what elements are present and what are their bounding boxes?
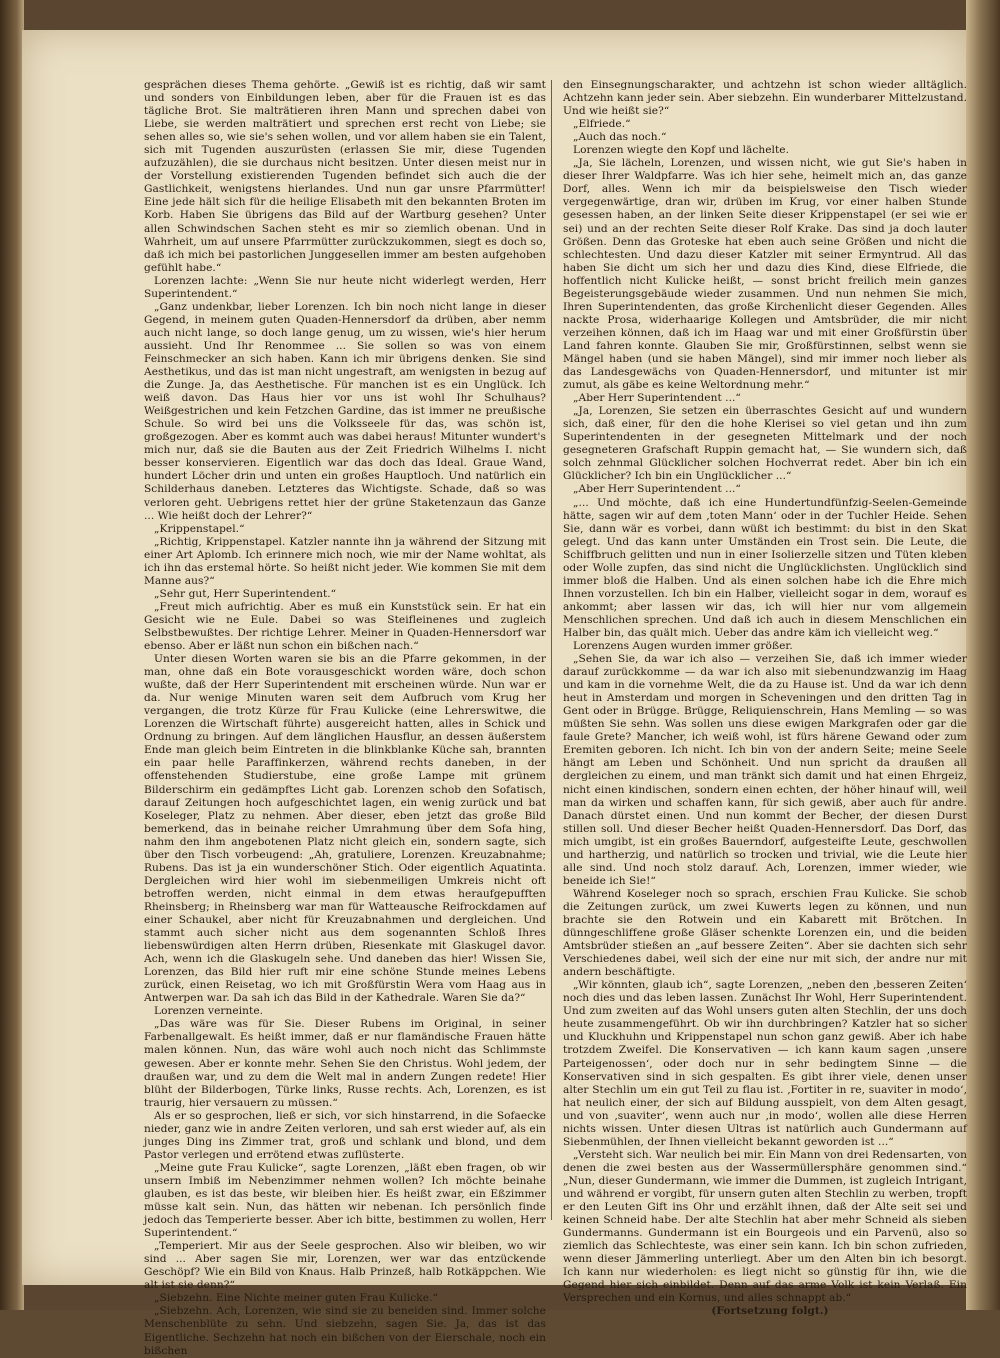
paragraph: „Ja, Sie lächeln, Lorenzen, und wissen nicht, wie gut Sie's haben in dieser Ihrer Waldpfarre. Was ich hier sehe, heimelt mich an, das ganze Dorf, alles. Wenn ich mir da beispielsweise den Tisch wieder vergegenwärtige, dran wir, drüben im Krug, vor einer halben Stunde gesessen haben, an der linken Seite dieser Krippenstapel (er sei wie er sei) und an der rechten Seite dieser Rolf Krake. Das sind ja doch lauter Größen. Denn das Groteske hat eben auch seine Größen und nicht die schlechtesten. Und dazu dieser Katzler mit seiner Ermyntrud. All das haben Sie dicht um sich her und dazu dies Kind, diese Elfriede, die hoffentlich nicht Kulicke heißt, — sonst bricht freilich mein ganzes Begeisterungsgebäude wieder zusammen. Und nun nehmen Sie mich, Ihren Superintendenten, das große Kirchenlicht dieser Gegenden. Alles nackte Prosa, widerhaarige Kollegen und Amtsbrüder, die mir nicht verzeihen können, daß ich im Haag war und mit einer Großfürstin über Land fahren konnte. Glauben Sie mir, Großfürstinnen, selbst wenn sie Mängel haben (und sie haben Mängel), sind mir immer noch lieber als das Landesgewächs von Quaden-Hennersdorf, und mitunter ist mir zumut, als gäbe es keine Weltordnung mehr.“ xyxy=(563,157,967,392)
paragraph: Lorenzen verneinte. xyxy=(154,1005,264,1018)
paragraph: „... Und möchte, daß ich eine Hundertundfünfzig-Seelen-Gemeinde hätte, sagen wir auf dem ‚toten Mann‘ oder in der Tuchler Heide. Sehen Sie, dann wär es vorbei, dann wüßt ich bestimmt: du bist in den Skat gelegt. Und das kann unter Umständen ein Trost sein. Die Leute, die Schiffbruch gelitten und nun in einer Isolierzelle sitzen und Tüten kleben oder Wolle zupfen, das sind nicht die Unglücklichsten. Unglücklich sind immer bloß die Halben. Und als einen solchen habe ich die Ehre mich Ihnen vorzustellen. Ich bin ein Halber, vielleicht sogar in dem, worauf es ankommt; aber lassen wir das, ich will hier nur vom allgemein Menschlichen sprechen. Und daß ich auch in diesem Menschlichen ein Halber bin, das quält mich. Ueber das andre käm ich vielleicht weg.“ xyxy=(563,496,967,639)
paragraph: „Richtig, Krippenstapel. Katzler nannte ihn ja während der Sitzung mit einer Art Aplomb. Ich erinnere mich noch, wie mir der Name wohltat, als ich ihn das erstemal hörte. So heißt nicht jeder. Wie kommen Sie mit dem Manne aus?“ xyxy=(144,535,546,587)
paragraph: „Ganz undenkbar, lieber Lorenzen. Ich bin noch nicht lange in dieser Gegend, in meinem guten Quaden-Hennersdorf da drüben, aber nemm auch nicht lange, so doch lange genug, um zu wissen, wie's hier herum aussieht. Und Ihr Renommee ... Sie sollen so was von einem Feinschmecker an sich haben. Kann ich mir übrigens denken. Sie sind Aesthetikus, und das ist man nicht ungestraft, am wenigsten in bezug auf die Zunge. Ja, das Aesthetische. Für manchen ist es ein Unglück. Ich weiß davon. Das Haus hier vor uns ist wohl Ihr Schulhaus? Weißgestrichen und kein Fetzchen Gardine, das ist immer ne preußische Schule. So wird bei uns die Volksseele für das, was schön ist, großgezogen. Aber es kommt auch was dabei heraus! Mitunter wundert's mich nur, daß sie die Bauten aus der Zeit Friedrich Wilhelms I. nicht besser konservieren. Eigentlich war das doch das Ideal. Graue Wand, hundert Löcher drin und unten ein großes Hauptloch. Und natürlich ein Schilderhaus daneben. Letzteres das Wichtigste. Schade, daß so was verloren geht. Uebrigens rettet hier der grüne Staketenzaun das Ganze ... Wie heißt doch der Lehrer?“ xyxy=(144,300,546,522)
paragraph: Während Koseleger noch so sprach, erschien Frau Kulicke. Sie schob die Zeitungen zurück, um zwei Kuwerts legen zu können, und nun brachte sie den Rotwein und ein Kabarett mit Brötchen. In dünngeschliffene große Gläser schenkte Lorenzen ein, und die beiden Amtsbrüder stießen an „auf bessere Zeiten“. Aber sie dachten sich sehr Verschiedenes dabei, weil sich der eine nur mit sich, der andre nur mit andern beschäftigte. xyxy=(563,887,967,979)
paragraph: den Einsegnungscharakter, und achtzehn ist schon wieder alltäglich. Achtzehn kann jeder sein. Aber siebzehn. Ein wunderbarer Mittelzustand. Und wie heißt sie?“ xyxy=(563,79,967,118)
column-divider xyxy=(551,80,552,1220)
paragraph: „Aber Herr Superintendent ...“ xyxy=(573,392,741,405)
paragraph: Lorenzen lachte: „Wenn Sie nur heute nicht widerlegt werden, Herr Superintendent.“ xyxy=(144,274,546,300)
page-edge xyxy=(966,0,1000,1310)
paragraph: „Temperiert. Mir aus der Seele gesprochen. Also wir bleiben, wo wir sind ... Aber sagen Sie mir, Lorenzen, wer war das entzückende Geschöpf? Wie ein Bild von Knaus. Halb Prinzeß, halb Rotkäppchen. Wie alt ist sie denn?“ xyxy=(144,1240,546,1292)
book-spine xyxy=(0,0,24,1310)
paragraph: „Sehr gut, Herr Superintendent.“ xyxy=(154,587,337,600)
paragraph: „Meine gute Frau Kulicke“, sagte Lorenzen, „läßt eben fragen, ob wir unsern Imbiß im Nebenzimmer nehmen wollen? Ich möchte beinahe glauben, es ist das beste, wir bleiben hier. Es heißt zwar, ein Eßzimmer müsse kalt sein. Nun, das hätten wir nebenan. Ich persönlich finde jedoch das Temperierte besser. Aber ich bitte, bestimmen zu wollen, Herr Superintendent.“ xyxy=(144,1161,546,1240)
paragraph: „Das wäre was für Sie. Dieser Rubens im Original, in seiner Farbenallgewalt. Es heißt immer, daß er nur flamändische Frauen hätte malen können. Nun, das wäre wohl auch noch nicht das Schlimmste gewesen. Aber er konnte mehr. Sehen Sie den Christus. Wohl jedem, der draußen war, und zu dem die Welt mal in andern Zungen redete! Hier blüht der Bilderbogen, Türke links, Russe rechts. Ach, Lorenzen, es ist traurig, hier versauern zu müssen.“ xyxy=(144,1018,546,1109)
paragraph: Unter diesen Worten waren sie bis an die Pfarre gekommen, in der man, ohne daß ein Bote vorausgeschickt worden wäre, doch schon wußte, daß der Herr Superintendent mit erscheinen würde. Nun war er da. Nur wenige Minuten waren seit dem Aufbruch vom Krug her vergangen, die trotz Kürze für Frau Kulicke (eine Lehrerswitwe, die Lorenzen die Wirtschaft führte) ausgereicht hatten, alles in Schick und Ordnung zu bringen. Auf dem länglichen Hausflur, an dessen äußerstem Ende man gleich beim Eintreten in die blinkblanke Küche sah, brannten ein paar helle Paraffinkerzen, während rechts daneben, in der offenstehenden Studierstube, eine große Lampe mit grünem Bilderschirm ein gedämpftes Licht gab. Lorenzen schob den Sofatisch, darauf Zeitungen hoch aufgeschichtet lagen, ein wenig zurück und bat Koseleger, Platz zu nehmen. Aber dieser, eben jetzt das große Bild bemerkend, das in beinahe reicher Umrahmung über dem Sofa hing, nahm den ihm angebotenen Platz nicht gleich ein, sondern sagte, sich über den Tisch vorbeugend: „Ah, gratuliere, Lorenzen. Kreuzabnahme; Rubens. Das ist ja ein wunderschöner Stich. Oder eigentlich Aquatinta. Dergleichen wird hier wohl im siebenmeiligen Umkreis nicht oft betroffen werden, nicht einmal in dem etwas heraufgepufften Rheinsberg; in Rheinsberg war man für Watteausche Reifrockdamen auf einer Schaukel, aber nicht für Kreuzabnahmen und dergleichen. Und stammt auch sicher nicht aus dem sogenannten Schloß Ihres liebenswürdigen alten Herrn drüben, Riesenkate mit Glaskugel davor. Ach, wenn ich die Glaskugeln sehe. Und daneben das hier! Wissen Sie, Lorenzen, das Bild hier ruft mir eine schöne Stunde meines Lebens zurück, einen Reisetag, wo ich mit Großfürstin Wera vom Haag aus in Antwerpen war. Da sah ich das Bild in der Kathedrale. Waren Sie da?“ xyxy=(144,653,546,1005)
paragraph: Lorenzen wiegte den Kopf und lächelte. xyxy=(573,144,790,157)
left-column xyxy=(144,79,546,1357)
paragraph: „Auch das noch.“ xyxy=(573,131,667,144)
paragraph: „Elfriede.“ xyxy=(573,118,631,131)
paragraph: gesprächen dieses Thema gehörte. „Gewiß ist es richtig, daß wir samt und sonders von Einbildungen leben, aber für die Frauen ist es das tägliche Brot. Sie malträtieren ihren Mann und sprechen dabei von Liebe, sie werden malträtiert und sprechen erst recht von Liebe; sie sehen alles so, wie sie's sehen wollen, und vor allem haben sie ein Talent, sich mit Tugenden auszurüsten (erlassen Sie mir, diese Tugenden aufzuzählen), die sie durchaus nicht besitzen. Unter diesen meist nur in der Vorstellung existierenden Tugenden befindet sich auch die der Gastlichkeit, wenigstens hierlandes. Und nun gar unsre Pfarrmütter! Eine jede hält sich für die heilige Elisabeth mit den bekannten Broten im Korb. Haben Sie übrigens das Bild auf der Wartburg gesehen? Unter allen Schwindschen Sachen steht es mir so ziemlich obenan. Und in Wahrheit, um auf unsere Pfarrmütter zurückzukommen, siegt es doch so, daß ich mich bei pastorlichen Junggesellen immer am besten aufgehoben gefühlt habe.“ xyxy=(144,79,546,274)
paragraph: „Freut mich aufrichtig. Aber es muß ein Kunststück sein. Er hat ein Gesicht wie ne Eule. Dabei so was Steifleinenes und zugleich Selbstbewußtes. Der richtige Lehrer. Meiner in Quaden-Hennersdorf war ebenso. Aber er läßt nun schon ein bißchen nach.“ xyxy=(144,600,546,653)
paragraph: „Aber Herr Superintendent ...“ xyxy=(573,483,741,496)
paragraph: „Versteht sich. War neulich bei mir. Ein Mann von drei Redensarten, von denen die zwei besten aus der Wassermüllersphäre genommen sind.“ „Nun, dieser Gundermann, wie immer die Dummen, ist zugleich Intrigant, und während er vorgibt, für unsern guten alten Stechlin zu werben, tropft er den Leuten Gift ins Ohr und erzählt ihnen, daß der Alte seit sei und keinen Schneid habe. Der alte Stechlin hat aber mehr Schneid als sieben Gundermanns. Gundermann ist ein Bourgeois und ein Parvenü, also so ziemlich das Schlechteste, was einer sein kann. Ich bin schon zufrieden, wenn dieser Jämmerling unterliegt. Aber um den Alten bin ich besorgt. Ich kann nur wiederholen: es liegt nicht so günstig für ihn, wie die Gegend hier sich einbildet. Denn auf das arme Volk ist kein Verlaß. Ein Versprechen und ein Kornus, und alles schnappt ab.“ xyxy=(563,1148,967,1305)
right-column xyxy=(563,79,967,1318)
paragraph: „Wir könnten, glaub ich“, sagte Lorenzen, „neben den ‚besseren Zeiten‘ noch dies und das leben lassen. Zunächst Ihr Wohl, Herr Superintendent. Und zum zweiten auf das Wohl unsers guten alten Stechlin, der uns doch heute zusammengeführt. Ob wir ihn durchbringen? Katzler hat so sicher und Kluckhuhn und Krippenstapel nun schon ganz gewiß. Aber ich habe trotzdem Zweifel. Die Konservativen — ich kann kaum sagen ‚unsere Parteigenossen‘, oder doch nur in sehr bedingtem Sinne — die Konservativen sind in sich gespalten. Es gibt ihrer viele, denen unser alter Stechlin um ein gut Teil zu flau ist. ‚Fortiter in re, suaviter in modo‘, hat neulich einer, der sich auf Bildung ausspielt, von dem Alten gesagt, und von ‚suaviter‘, wenn auch nur ‚in modo‘, wollen alle diese Herren nichts wissen. Unter diesen Ultras ist natürlich auch Gundermann auf Siebenmühlen, der Ihnen vielleicht bekannt geworden ist ...“ xyxy=(563,979,967,1148)
paragraph: „Sehen Sie, da war ich also — verzeihen Sie, daß ich immer wieder darauf zurückkomme — da war ich also mit siebenundzwanzig im Haag und kam in die vornehme Welt, die da zu Hause ist. Und da war ich denn heut in Amsterdam und morgen in Scheveningen und den dritten Tag in Gent oder in Brügge. Brügge, Reliquienschrein, Hans Memling — so was müßten Sie sehn. Was sollen uns diese ewigen Markgrafen oder gar die faule Grete? Mancher, ich weiß wohl, ist fürs härene Gewand oder zum Eremiten geboren. Ich nicht. Ich bin von der andern Seite; meine Seele hängt am Leben und Schönheit. Und nun spricht da draußen all dergleichen zu einem, und man tränkt sich damit und hat einen Ehrgeiz, nicht einen kindischen, sondern einen echten, der höher hinauf will, weil man da wirken und schaffen kann, für sich gewiß, aber auch für andre. Danach dürstet einen. Und nun kommt der Becher, der diesen Durst stillen soll. Und dieser Becher heißt Quaden-Hennersdorf. Das Dorf, das mich umgibt, ist ein großes Bauerndorf, aufgesteifte Leute, geschwollen und hartherzig, und natürlich so trocken und trivial, wie die Leute hier alle sind. Und noch stolz darauf. Ach, Lorenzen, immer wieder, wie beneide ich Sie!“ xyxy=(563,653,967,887)
continuation-note: (Fortsetzung folgt.) xyxy=(711,1305,829,1318)
paragraph: „Siebzehn. Eine Nichte meiner guten Frau Kulicke.“ xyxy=(154,1292,438,1305)
paragraph: „Siebzehn. Ach, Lorenzen, wie sind sie zu beneiden sind. Immer solche Menschenblüte zu sehn. Und siebzehn, sagen Sie. Ja, das ist das Eigentliche. Sechzehn hat noch ein bißchen von der Eierschale, noch ein bißchen xyxy=(144,1305,546,1357)
paragraph: Als er so gesprochen, ließ er sich, vor sich hinstarrend, in die Sofaecke nieder, ganz wie in andre Zeiten verloren, und sah erst wieder auf, als ein junges Ding ins Zimmer trat, groß und schlank und blond, und dem Pastor verlegen und errötend etwas zuflüsterte. xyxy=(144,1109,546,1161)
paragraph: „Krippenstapel.“ xyxy=(154,522,245,535)
paragraph: Lorenzens Augen wurden immer größer. xyxy=(573,640,793,653)
paragraph: „Ja, Lorenzen, Sie setzen ein überraschtes Gesicht auf und wundern sich, daß einer, für den die hohe Klerisei so viel getan und ihn zum Superintendenten in der gesegneten Mittelmark und der noch gesegneteren Grafschaft Ruppin gemacht hat, — Sie wundern sich, daß solch zehnmal Glücklicher solchen Hochverrat redet. Aber bin ich ein Glücklicher? Ich bin ein Unglücklicher ...“ xyxy=(563,405,967,483)
